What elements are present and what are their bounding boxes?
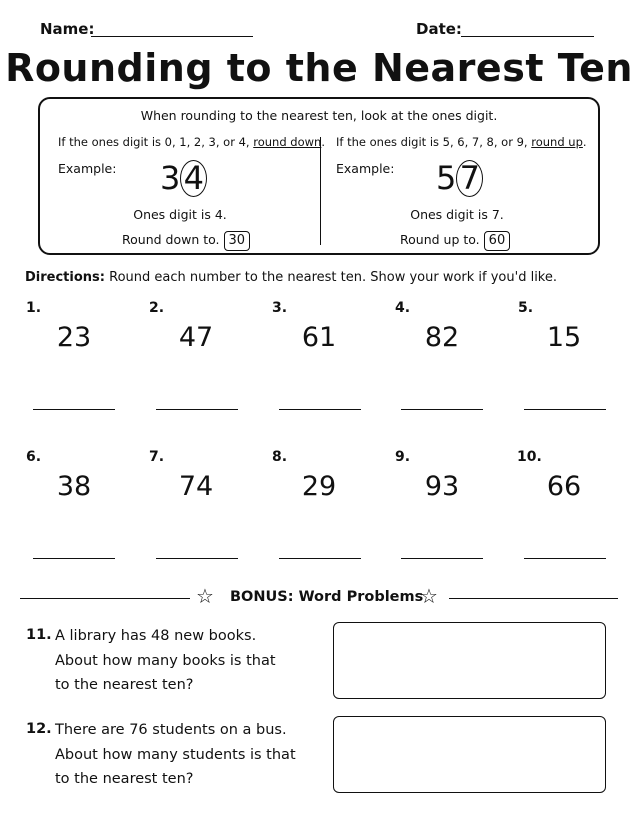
answer-line[interactable] (33, 409, 115, 410)
problem-number: 10. (517, 449, 542, 465)
date-label: Date: (416, 20, 462, 38)
result-value: 30 (224, 231, 251, 251)
problem-number: 3. (272, 300, 288, 316)
word-problem-text (55, 624, 325, 698)
directions-label: Directions: (25, 270, 105, 285)
answer-box[interactable] (333, 622, 606, 699)
tens-digit: 3 (160, 159, 181, 197)
problem-value: 82 (424, 322, 460, 353)
problem-value: 15 (546, 322, 582, 353)
round-result (400, 231, 510, 251)
rule-text: If the ones digit is 0, 1, 2, 3, or 4, (58, 135, 254, 149)
ones-digit-text: Ones digit is 7. (410, 207, 504, 222)
result-text: Round up to. (400, 232, 480, 247)
bonus-divider-right (449, 598, 618, 599)
problem-number: 2. (149, 300, 165, 316)
example-number (160, 158, 207, 198)
answer-line[interactable] (401, 409, 483, 410)
rules-intro: When rounding to the nearest ten, look at the ones digit. (140, 108, 498, 123)
bonus-title: BONUS: Word Problems (230, 589, 424, 605)
word-problem-number: 11. (26, 627, 52, 643)
circled-ones-digit: 4 (180, 160, 207, 197)
rules-divider (320, 137, 321, 245)
problem-value: 23 (56, 322, 92, 353)
star-icon: ☆ (420, 584, 438, 608)
problem-number: 6. (26, 449, 42, 465)
rule-text: If the ones digit is 5, 6, 7, 8, or 9, (336, 135, 532, 149)
rule-action: round down (253, 135, 322, 149)
directions (25, 270, 557, 285)
rule-suffix: . (321, 135, 325, 149)
date-field[interactable] (461, 36, 594, 37)
problem-value: 29 (301, 471, 337, 502)
name-field[interactable] (91, 36, 253, 37)
answer-line[interactable] (524, 558, 606, 559)
round-result (122, 231, 250, 251)
result-text: Round down to. (122, 232, 220, 247)
word-problem-text (55, 718, 325, 792)
example-number (436, 158, 483, 198)
bonus-divider-left (20, 598, 190, 599)
round-down-rule (58, 135, 325, 149)
word-problem-line: A library has 48 new books. (55, 628, 257, 644)
word-problem-line: to the nearest ten? (55, 771, 194, 787)
rule-suffix: . (582, 135, 587, 149)
round-up-rule (336, 135, 587, 149)
problem-value: 61 (301, 322, 337, 353)
word-problem-line: About how many books is that (55, 652, 276, 669)
problem-number: 9. (395, 449, 411, 465)
word-problem-line: to the nearest ten? (55, 677, 194, 693)
problem-value: 38 (56, 471, 92, 502)
problem-number: 7. (149, 449, 165, 465)
answer-line[interactable] (33, 558, 115, 559)
word-problem-line: There are 76 students on a bus. (55, 722, 287, 738)
ones-digit-text: Ones digit is 4. (133, 207, 227, 222)
answer-line[interactable] (279, 558, 361, 559)
answer-line[interactable] (156, 558, 238, 559)
answer-line[interactable] (156, 409, 238, 410)
answer-line[interactable] (401, 558, 483, 559)
problem-number: 4. (395, 300, 411, 316)
problem-value: 74 (178, 471, 214, 502)
circled-ones-digit: 7 (456, 160, 483, 197)
problem-value: 47 (178, 322, 214, 353)
answer-line[interactable] (279, 409, 361, 410)
problem-number: 1. (26, 300, 42, 316)
result-value: 60 (484, 231, 511, 251)
directions-text: Round each number to the nearest ten. Show your work if you'd like. (104, 270, 557, 285)
name-label: Name: (40, 20, 95, 38)
rounding-rules-box (38, 97, 600, 255)
answer-line[interactable] (524, 409, 606, 410)
star-icon: ☆ (196, 584, 214, 608)
problem-number: 8. (272, 449, 288, 465)
problem-number: 5. (518, 300, 534, 316)
example-label: Example: (336, 161, 395, 176)
problem-value: 93 (424, 471, 460, 502)
rule-action: round up (531, 135, 583, 149)
page-title: Rounding to the Nearest Ten (5, 46, 633, 90)
word-problem-line: About how many students is that (55, 746, 296, 763)
example-label: Example: (58, 161, 117, 176)
answer-box[interactable] (333, 716, 606, 793)
tens-digit: 5 (436, 159, 457, 197)
word-problem-number: 12. (26, 721, 52, 737)
problem-value: 66 (546, 471, 582, 502)
